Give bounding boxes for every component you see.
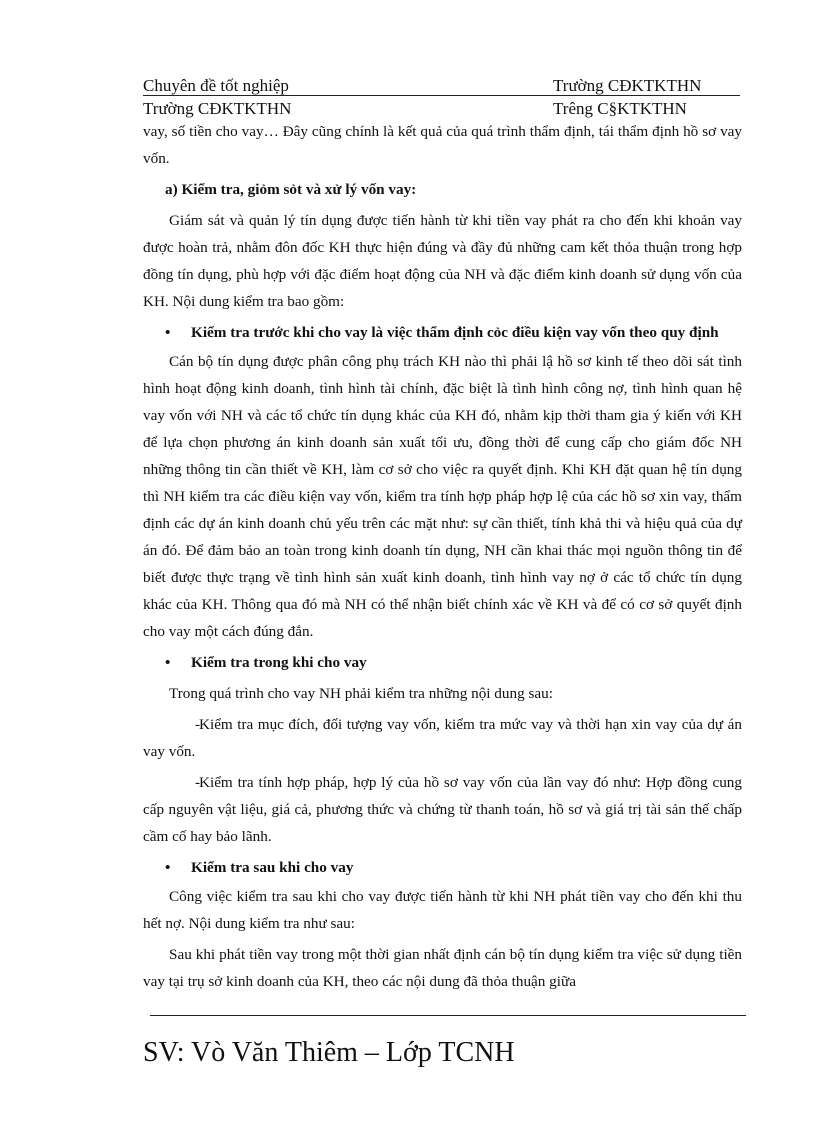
bullet-check-after-loan <box>143 854 742 881</box>
dash-icon: - <box>195 716 201 733</box>
dash-text: Kiểm tra mục đích, đối tượng vay vốn, kiểm tra mức vay và thời hạn xin vay của dự án vay vốn. <box>143 716 742 760</box>
paragraph-after-loan: Công việc kiểm tra sau khi cho vay được tiến hành từ khi NH phát tiền vay cho đến khi thu hết nợ. Nội dung kiểm tra như sau: <box>143 888 742 932</box>
paragraph-monitoring: Giám sát và quản lý tín dụng được tiến hành từ khi tiền vay phát ra cho đến khi khoản vay được hoàn trả, nhằm đôn đốc KH thực hiện đúng và đầy đủ những cam kết thỏa thuận trong hợp đồng tín dụng, phù hợp với đặc điểm hoạt động của NH và đặc điểm kinh doanh sử dụng vốn của KH. Nội dung kiểm tra bao gồm: <box>143 212 742 310</box>
dash-item-purpose <box>143 711 742 765</box>
dash-item-legality <box>143 769 742 850</box>
bullet-check-during-loan <box>143 649 742 676</box>
bullet-text: Kiểm tra trong khi cho vay <box>191 654 367 671</box>
bullet-text: Kiểm tra trước khi cho vay là việc thẩm định cỏc điều kiện vay vốn theo quy định <box>191 324 719 341</box>
header-school-left: Trường CĐKTKTHN <box>143 99 292 118</box>
dash-icon: - <box>195 774 201 791</box>
paragraph-disbursement: Sau khi phát tiền vay trong một thời gian nhất định cán bộ tín dụng kiểm tra việc sử dụng tiền vay tại trụ sở kinh doanh của KH, theo các nội dung đã thỏa thuận giữa <box>143 946 742 990</box>
bullet-icon: • <box>165 324 171 341</box>
page-body <box>143 118 742 995</box>
bullet-icon: • <box>165 654 171 671</box>
section-heading-a: a) Kiểm tra, giỏm sỏt và xử lý vốn vay: <box>165 181 417 198</box>
bullet-text: Kiểm tra sau khi cho vay <box>191 859 354 876</box>
header-school: Trường CĐKTKTHN <box>553 76 702 95</box>
footer-student: SV: Vò Văn Thiêm – Lớp TCNH <box>143 1037 515 1068</box>
dash-text: Kiểm tra tính hợp pháp, hợp lý của hồ sơ vay vốn của lần vay đó như: Hợp đồng cung cấp nguyên vật liệu, giá cả, phương thức và chứng từ thanh toán, hồ sơ và giá trị tài sản thế chấp cầm cố hay bảo lãnh. <box>143 774 742 845</box>
footer-rule <box>150 1015 746 1016</box>
paragraph-credit-officer: Cán bộ tín dụng được phân công phụ trách KH nào thì phải lậ hồ sơ kinh tế theo dõi sát tình hình hoạt động kinh doanh, tình hình tài chính, đặc biệt là tình hình công nợ, tình hình quan hệ vay vốn với NH và các tổ chức tín dụng khác của KH đó, nhằm kịp thời tham gia ý kiến với KH để lựa chọn phương án kinh doanh sản xuất tối ưu, đồng thời để cung cấp cho giám đốc NH những thông tin cần thiết về KH, làm cơ sở cho việc ra quyết định. Khi KH đặt quan hệ tín dụng thì NH kiểm tra các điều kiện vay vốn, kiểm tra tính hợp pháp hợp lệ của các hồ sơ xin vay, thẩm định các dự án kinh doanh chủ yếu trên các mặt như: sự cần thiết, tính khả thi và hiệu quả của dự án đó. Để đảm bảo an toàn trong kinh doanh tín dụng, NH cần khai thác mọi nguồn thông tin để biết được thực trạng về tình hình sản xuất kinh doanh, tình hình vay nợ ở các tổ chức tín dụng khác của KH. Thông qua đó mà NH có thể nhận biết chính xác về KH và để có cơ sở quyết định cho vay một cách đúng đắn. <box>143 353 742 640</box>
header-school-garbled: Trêng C§KTKTHN <box>553 99 687 118</box>
header-rule <box>143 95 740 96</box>
bullet-check-before-loan <box>143 319 742 346</box>
bullet-icon: • <box>165 859 171 876</box>
paragraph-continued: vay, số tiền cho vay… Đây cũng chính là kết quả của quá trình thẩm định, tái thẩm định hồ sơ vay vốn. <box>143 123 742 167</box>
header-doc-type: Chuyên đề tốt nghiệp <box>143 76 289 95</box>
paragraph-during-loan: Trong quá trình cho vay NH phải kiểm tra những nội dung sau: <box>169 685 553 702</box>
